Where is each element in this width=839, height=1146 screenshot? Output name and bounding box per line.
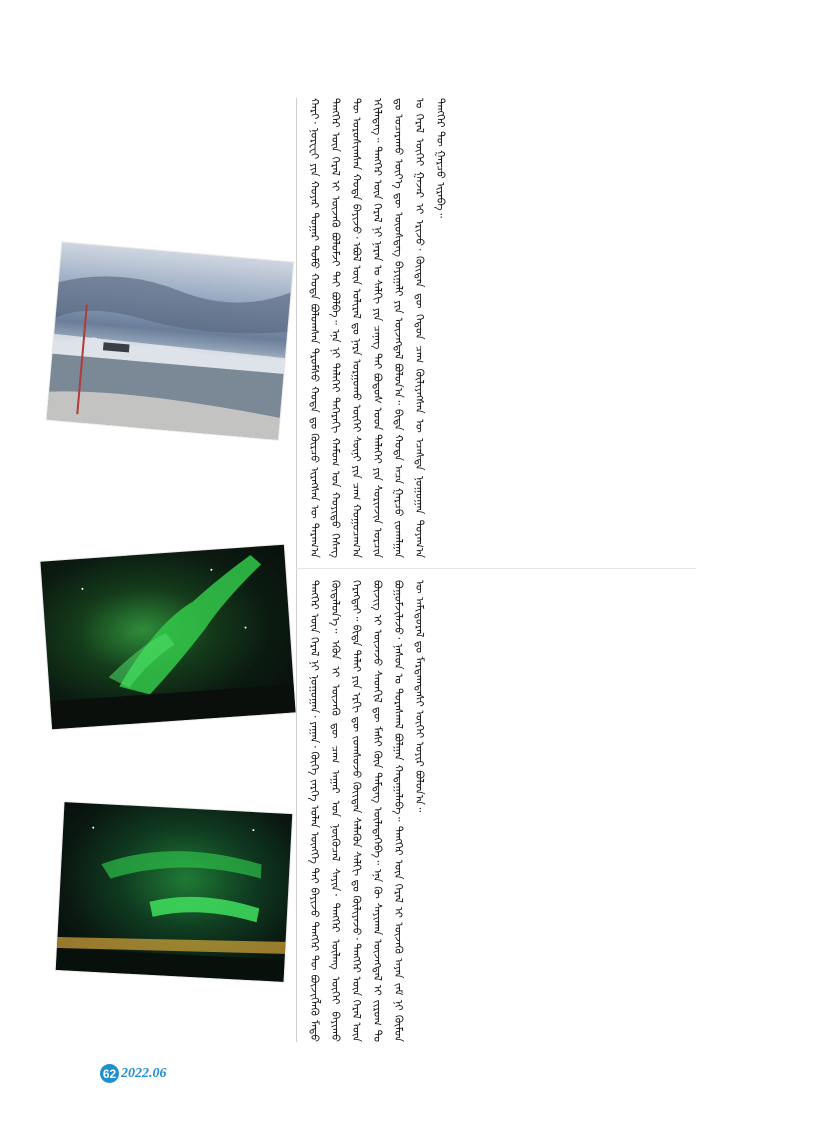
- aurora-photo-top: [40, 545, 295, 730]
- coastal-sky-photo: [47, 242, 294, 440]
- article-text-top: ᠬᠠᠷᠢ᠂ ᠨᠣᠷᠸᠧᠢ ᠶᠢᠨ ᠬᠣᠶᠠᠷ ᠳᠤᠭᠠᠷ ᠲᠣᠮᠣ ᠬᠣᠲᠠ ᠪᠣᠯᠤᠭᠰᠠᠨ ᠲᠷᠣᠮᠰᠥ ᠬᠣᠲᠠ ᠳᠤ ᠬᠦᠷᠴᠦ ᠢᠷᠡᠭᠰᠡᠨ ᠦ ᠳᠠᠷᠠᠭ᠎ᠠ ᠲᠡᠩᠭᠡᠷ ᠦᠨ ᠭᠡᠷᠡᠯ ᠢ ᠦᠵᠡᠬᠦ ᠪᠣᠯᠤᠮᠵᠢ ᠲᠠᠢ ᠪᠣᠯᠪᠠ᠃ ᠡᠨᠡ ᠨᠢ ᠳᠡᠯᠡᠬᠡᠢ ᠳᠡᠭᠡᠷᠡᠬᠢ ᠬᠠᠮᠤᠭ ᠤᠨ ᠬᠣᠶᠢᠳᠤ ᠬᠡᠰᠡᠭ ᠲᠦ ᠣᠷᠣᠰᠢᠭᠰᠠᠨ ᠬᠣᠲᠠ ᠪᠠᠶᠢᠵᠤ᠂ ᠡᠪᠦᠯ ᠦᠨ ᠤᠯᠢᠷᠠᠯ ᠳᠤ ᠨᠠᠷᠠ ᠤᠷᠭᠤᠬᠤ ᠦᠭᠡᠢ ᠰᠦᠨᠢ ᠶᠢᠨ ᠴᠠᠭ ᠬᠤᠭᠤᠴᠠᠭ᠎ᠠ ᠡᠬᠢᠯᠡᠳᠡᠭ᠃ ᠲᠡᠩᠭᠡᠷ ᠦᠨ ᠭᠡᠷᠡᠯ ᠨᠢ ᠨᠠᠷᠠᠨ ᠤ ᠰᠠᠯᠬᠢ ᠶᠢᠨ ᠴᠡᠨᠡᠭ ᠲᠡᠢ ᠪᠣᠳᠤᠰ ᠤᠳ ᠳᠡᠯᠡᠬᠡᠢ ᠶᠢᠨ ᠰᠣᠷᠢᠨᠵᠢᠨ ᠣᠷᠴᠢᠨ ᠳᠤ ᠤᠴᠠᠷᠠᠬᠤ ᠦᠶ᠎ᠡ ᠳᠦ ᠦᠦᠰᠳᠡᠭ ᠪᠠᠶᠢᠭᠠᠯᠢ ᠶᠢᠨ ᠦᠵᠡᠭᠳᠡᠯ ᠪᠣᠯᠤᠨ᠎ᠠ᠃ ᠪᠢᠳᠡ ᠬᠣᠲᠠ ᠠᠴᠠ ᠭᠠᠷᠴᠤ ᠵᠤᠬᠠᠯᠭᠠᠨ ᠤ ᠭᠡᠷᠡᠯ ᠦᠭᠡᠢ ᠭᠠᠵᠠᠷ ᠢ ᠡᠷᠢᠵᠦ᠂ ᠬᠦᠢᠲᠡᠨ ᠳᠦ ᠬᠡᠳᠦᠨ ᠴᠠᠭ ᠬᠦᠯᠢᠶᠡᠭᠰᠡᠨ ᠦ ᠡᠴᠡᠰᠲᠡ ᠨᠣᠭᠤᠭᠠᠨ ᠲᠤᠶᠠᠭ᠎ᠠ ᠲᠡᠩᠭᠡᠷ ᠲᠦ ᠭᠠᠷᠴᠤ ᠢᠷᠡᠪᠡ᠃: [308, 98, 447, 558]
- section-divider: [296, 568, 696, 569]
- article-text-bottom: ᠲᠡᠩᠭᠡᠷ ᠦᠨ ᠭᠡᠷᠡᠯ ᠨᠢ ᠨᠣᠭᠤᠭᠠᠨ᠂ ᠶᠠᠭᠠᠨ᠂ ᠬᠥᠬᠡ ᠵᠡᠷᠭᠡ ᠣᠯᠠᠨ ᠥᠩᠭᠡ ᠲᠡᠢ ᠪᠠᠶᠢᠵᠤ ᠲᠡᠩᠭᠡᠷ ᠲᠦ ᠪᠦᠵᠢᠭᠯᠡᠬᠦ ᠮᠡᠲᠦ ᠬᠥᠳᠡᠯᠦᠨ᠎ᠡ᠃ ᠡᠭᠦᠨ ᠢ ᠦᠵᠡᠬᠦ ᠳᠦ ᠴᠠᠭ ᠠᠭᠠᠷ ᠤᠨ ᠨᠥᠬᠦᠴᠡᠯ ᠰᠠᠶᠢᠨ᠂ ᠲᠡᠩᠭᠡᠷ ᠦᠯᠡᠩ ᠦᠭᠡᠢ ᠪᠠᠶᠢᠬᠤ ᠬᠡᠷᠡᠭᠲᠡᠢ᠃ ᠪᠢᠳᠡ ᠳᠠᠯᠠᠢ ᠶᠢᠨ ᠡᠷᠭᠢ ᠳᠦ ᠵᠣᠭᠰᠣᠵᠤ ᠬᠦᠢᠲᠡᠨ ᠰᠡᠯᠡᠭᠦᠨ ᠰᠠᠯᠬᠢ ᠳᠤ ᠬᠦᠯᠢᠶᠡᠵᠦ᠂ ᠲᠡᠩᠭᠡᠷ ᠦᠨ ᠭᠡᠷᠡᠯ ᠦᠨ ᠪᠦᠵᠢᠭ ᠢ ᠦᠵᠡᠵᠦ ᠰᠡᠳᠬᠢᠯ ᠳᠦ ᠮᠠᠰᠢ ᠭᠦᠨ ᠲᠡᠮᠳᠡᠭ ᠦᠯᠡᠳᠡᠭᠡᠪᠡ᠃ ᠡᠨᠡ ᠬᠦ ᠰᠠᠶᠢᠬᠠᠨ ᠦᠵᠡᠭᠳᠡᠯ ᠢ ᠵᠢᠷᠤᠭ ᠲᠤ ᠪᠣᠭᠣᠮᠵᠢᠯᠠᠵᠤ᠂ ᠨᠠᠰᠤᠨ ᠤ ᠳᠤᠷᠠᠰᠬᠠᠯ ᠪᠣᠯᠭᠠᠨ ᠬᠠᠳᠠᠭᠠᠯᠠᠪᠠ᠃ ᠲᠡᠩᠭᠡᠷ ᠦᠨ ᠭᠡᠷᠡᠯ ᠢ ᠦᠵᠡᠬᠦ ᠠᠶᠠᠨ ᠵᠠᠮ ᠨᠢ ᠬᠦᠮᠦᠨ ᠦ ᠠᠮᠢᠳᠤᠷᠠᠯ ᠳᠤ ᠮᠠᠷᠲᠠᠭᠳᠠᠰᠢ ᠦᠭᠡᠢ ᠣᠶᠢᠷ ᠪᠣᠯᠤᠨ᠎ᠠ᠃: [308, 580, 426, 1042]
- aurora-band-illustration: [40, 545, 295, 730]
- column-divider: [296, 98, 297, 1042]
- page-footer: [100, 1064, 167, 1083]
- coastal-sky-illustration: [47, 242, 294, 440]
- aurora-band-illustration-2: [56, 802, 292, 982]
- page-number-badge: 62: [100, 1064, 119, 1083]
- aurora-photo-bottom: [56, 802, 292, 982]
- issue-date: 2022.06: [121, 1065, 167, 1081]
